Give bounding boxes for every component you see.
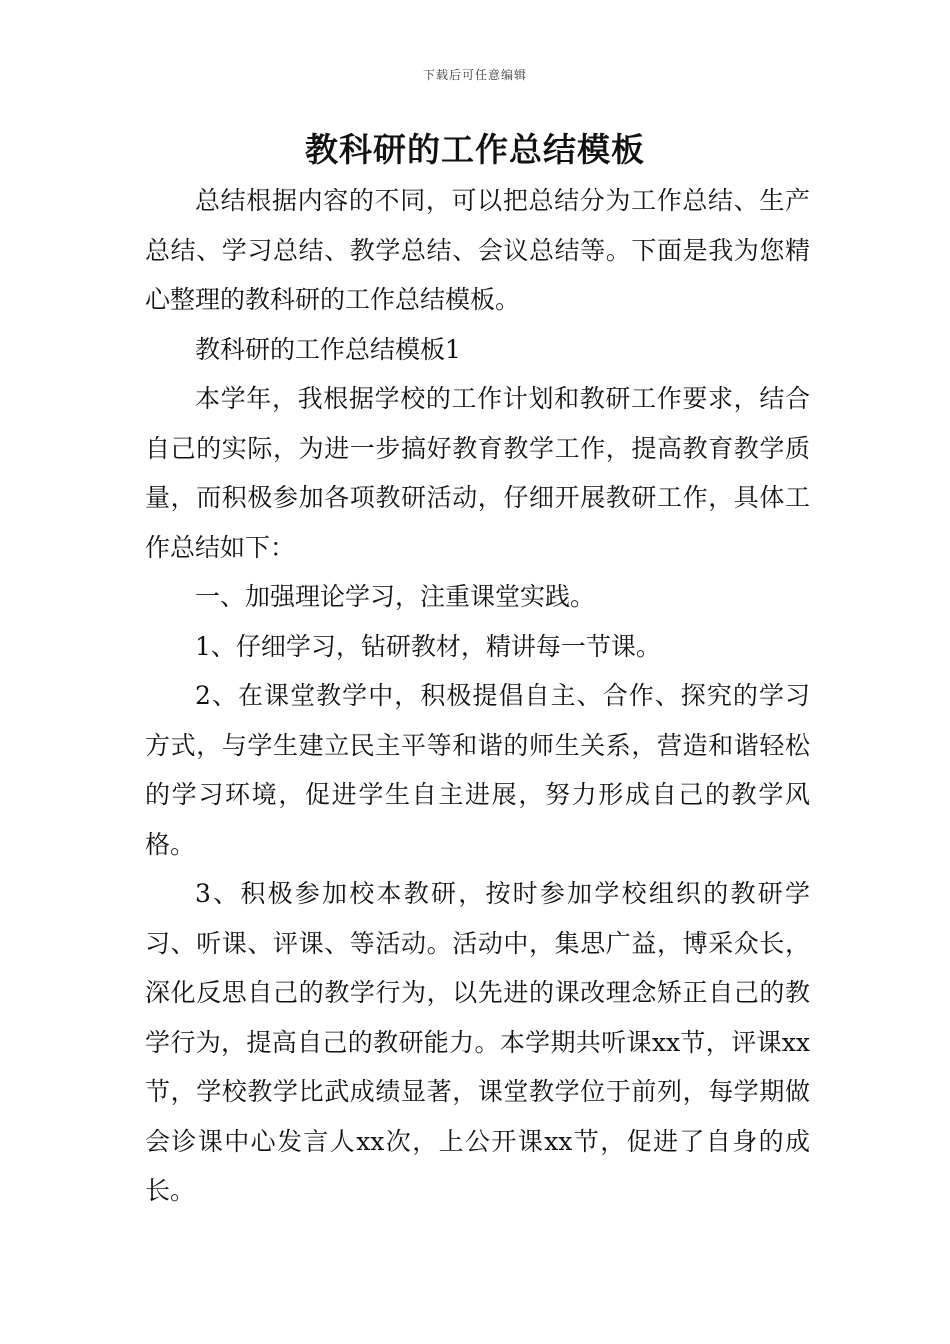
section-heading: 教科研的工作总结模板1 — [195, 334, 461, 364]
list-item: 1、仔细学习，钻研教材，精讲每一节课。 — [195, 631, 661, 661]
document-title: 教科研的工作总结模板 — [305, 130, 645, 169]
page-header-note: 下载后可任意编辑 — [422, 68, 527, 82]
intro-paragraph: 总结根据内容的不同，可以把总结分为工作总结、生产总结、学习总结、教学总结、会议总结等。下面是我为您精心整理的教科研的工作总结模板。 — [145, 186, 810, 314]
subsection-heading: 一、加强理论学习，注重课堂实践。 — [195, 582, 596, 611]
document-body — [145, 176, 810, 1216]
list-item: 3、积极参加校本教研，按时参加学校组织的教研学习、听课、评课、等活动。活动中，集思广益，博采众长，深化反思自己的教学行为，以先进的课改理念矫正自己的教学行为，提高自己的教研能力。本学期共听课xx节，评课xx节，学校教学比武成绩显著，课堂教学位于前列，每学期做会诊课中心发言人xx次，上公开课xx节，促进了自身的成长。 — [145, 879, 810, 1205]
body-paragraph: 本学年，我根据学校的工作计划和教研工作要求，结合自己的实际，为进一步搞好教育教学工作，提高教育教学质量，而积极参加各项教研活动，仔细开展教研工作，具体工作总结如下： — [145, 384, 810, 562]
list-item: 2、在课堂教学中，积极提倡自主、合作、探究的学习方式，与学生建立民主平等和谐的师生关系，营造和谐轻松的学习环境，促进学生自主进展，努力形成自己的教学风格。 — [145, 681, 810, 859]
